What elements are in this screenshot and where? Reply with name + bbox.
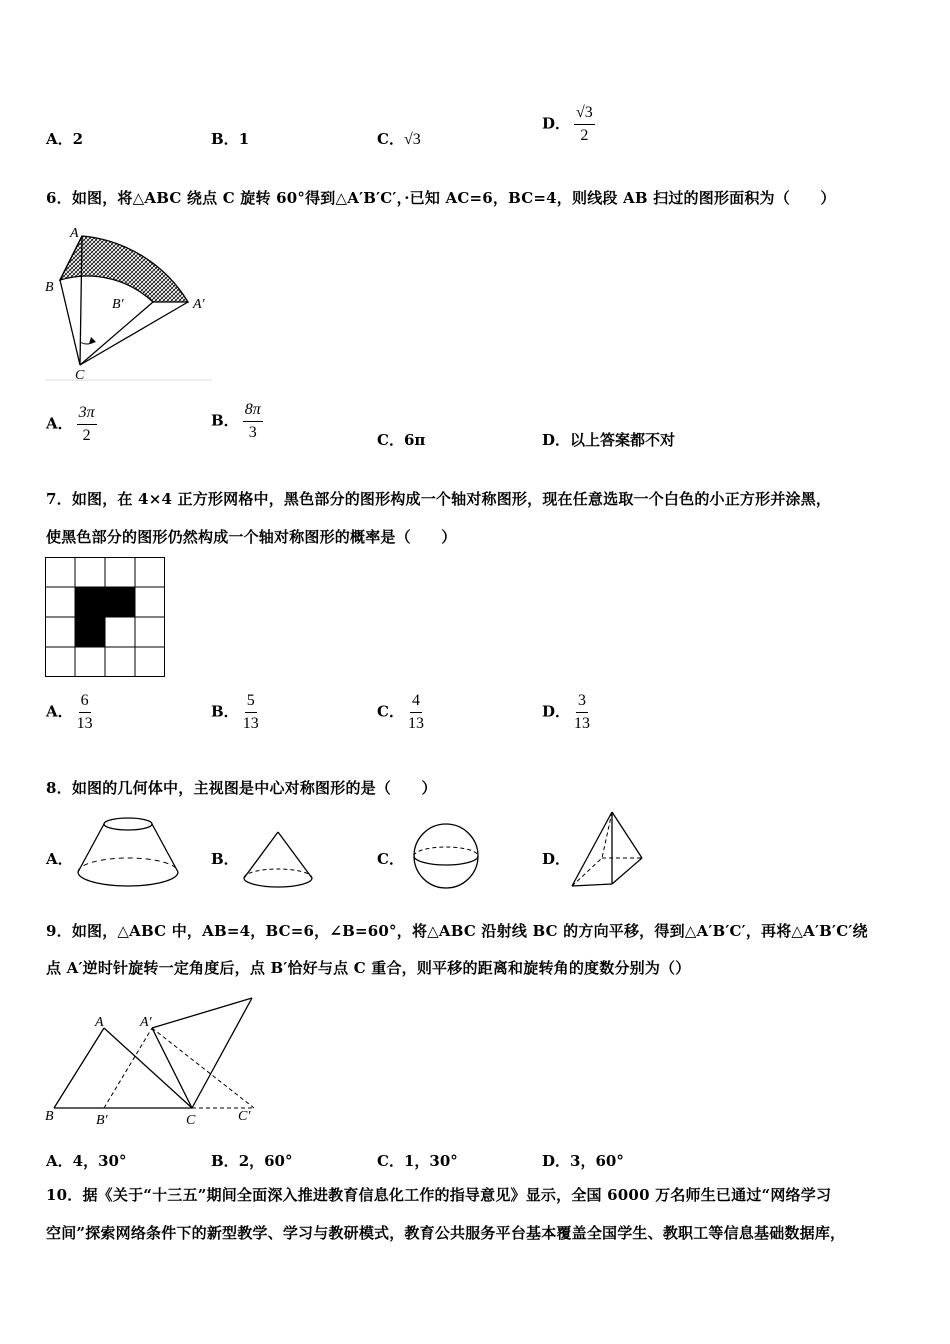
- q7-grid-figure: [45, 557, 166, 678]
- q9-label-a: A: [95, 1015, 104, 1030]
- q10-stem-line1: 10．据《关于“十三五”期间全面深入推进教育信息化工作的指导意见》显示，全国 6000 万名师生已通过“网络学习: [46, 1186, 832, 1204]
- q10-stem-line2: 空间”探索网络条件下的新型教学、学习与教研模式，教育公共服务平台基本覆盖全国学生、教职工等信息基础数据库，: [46, 1224, 846, 1242]
- q7-option-c: C． $\frac{4}{13}$: [377, 692, 424, 732]
- q9-stem-line2: 点 A′逆时针旋转一定角度后，点 B′恰好与点 C 重合，则平移的距离和旋转角的度数分别为（）: [46, 959, 691, 977]
- q8-option-a-label: A．: [46, 850, 73, 868]
- q9-option-c: C．1，30°: [377, 1152, 458, 1170]
- q7-option-a: A． $\frac{6}{13}$: [46, 692, 93, 732]
- q6-label-a-prime: A′: [193, 297, 205, 312]
- q6-label-c: C: [75, 368, 85, 383]
- q5-option-c: C．√3: [377, 130, 421, 148]
- q9-option-d: D．3，60°: [542, 1152, 624, 1170]
- q8-frustum-figure: [76, 812, 184, 892]
- q7-stem-line1: 7．如图，在 4×4 正方形网格中，黑色部分的图形构成一个轴对称图形，现在任意选取一个白色的小正方形并涂黑，: [46, 490, 832, 508]
- q7-option-d: D． $\frac{3}{13}$: [542, 692, 591, 732]
- q6-label-b-prime: B′: [112, 297, 124, 312]
- q6-figure: [40, 220, 220, 385]
- q6-option-d: D．以上答案都不对: [542, 431, 676, 449]
- q9-label-b: B: [45, 1109, 54, 1124]
- q7-option-b: B． $\frac{5}{13}$: [211, 692, 259, 732]
- q6-option-c: C．6π: [377, 431, 426, 449]
- q9-label-c: C: [186, 1113, 196, 1128]
- q6-option-a: A． $\frac{3\pi}{2}$: [46, 404, 95, 444]
- q5-option-b: B．1: [211, 130, 250, 148]
- q9-option-b: B．2，60°: [211, 1152, 293, 1170]
- q8-option-b-label: B．: [211, 850, 239, 868]
- q9-label-b-prime: B′: [96, 1113, 108, 1128]
- q6-stem: 6．如图，将△ABC 绕点 C 旋转 60°得到△A′B′C′，·已知 AC=6，BC=4，则线段 AB 扫过的图形面积为（ ）: [46, 189, 836, 207]
- q8-pyramid-figure: [568, 808, 648, 892]
- q9-label-a-prime: A′: [140, 1015, 152, 1030]
- q8-stem: 8．如图的几何体中，主视图是中心对称图形的是（ ）: [46, 779, 437, 797]
- q9-label-c-prime: C′: [238, 1109, 251, 1124]
- q9-figure: [40, 990, 270, 1130]
- q9-option-a: A．4，30°: [46, 1152, 127, 1170]
- q6-label-a: A: [70, 226, 79, 241]
- q6-option-b: B． $\frac{8\pi}{3}$: [211, 401, 261, 441]
- q8-option-c-label: C．: [377, 850, 404, 868]
- q8-cone-figure: [240, 828, 316, 892]
- q7-stem-line2: 使黑色部分的图形仍然构成一个轴对称图形的概率是（ ）: [46, 528, 457, 546]
- q5-option-d: D． $\frac{√3}{2}$: [542, 104, 593, 144]
- q9-stem-line1: 9．如图，△ABC 中，AB=4，BC=6，∠B=60°，将△ABC 沿射线 BC 的方向平移，得到△A′B′C′，再将△A′B′C′绕: [46, 922, 868, 940]
- q6-label-b: B: [45, 280, 54, 295]
- q8-option-d-label: D．: [542, 850, 571, 868]
- q5-option-a: A．2: [46, 130, 84, 148]
- q8-sphere-figure: [410, 820, 482, 892]
